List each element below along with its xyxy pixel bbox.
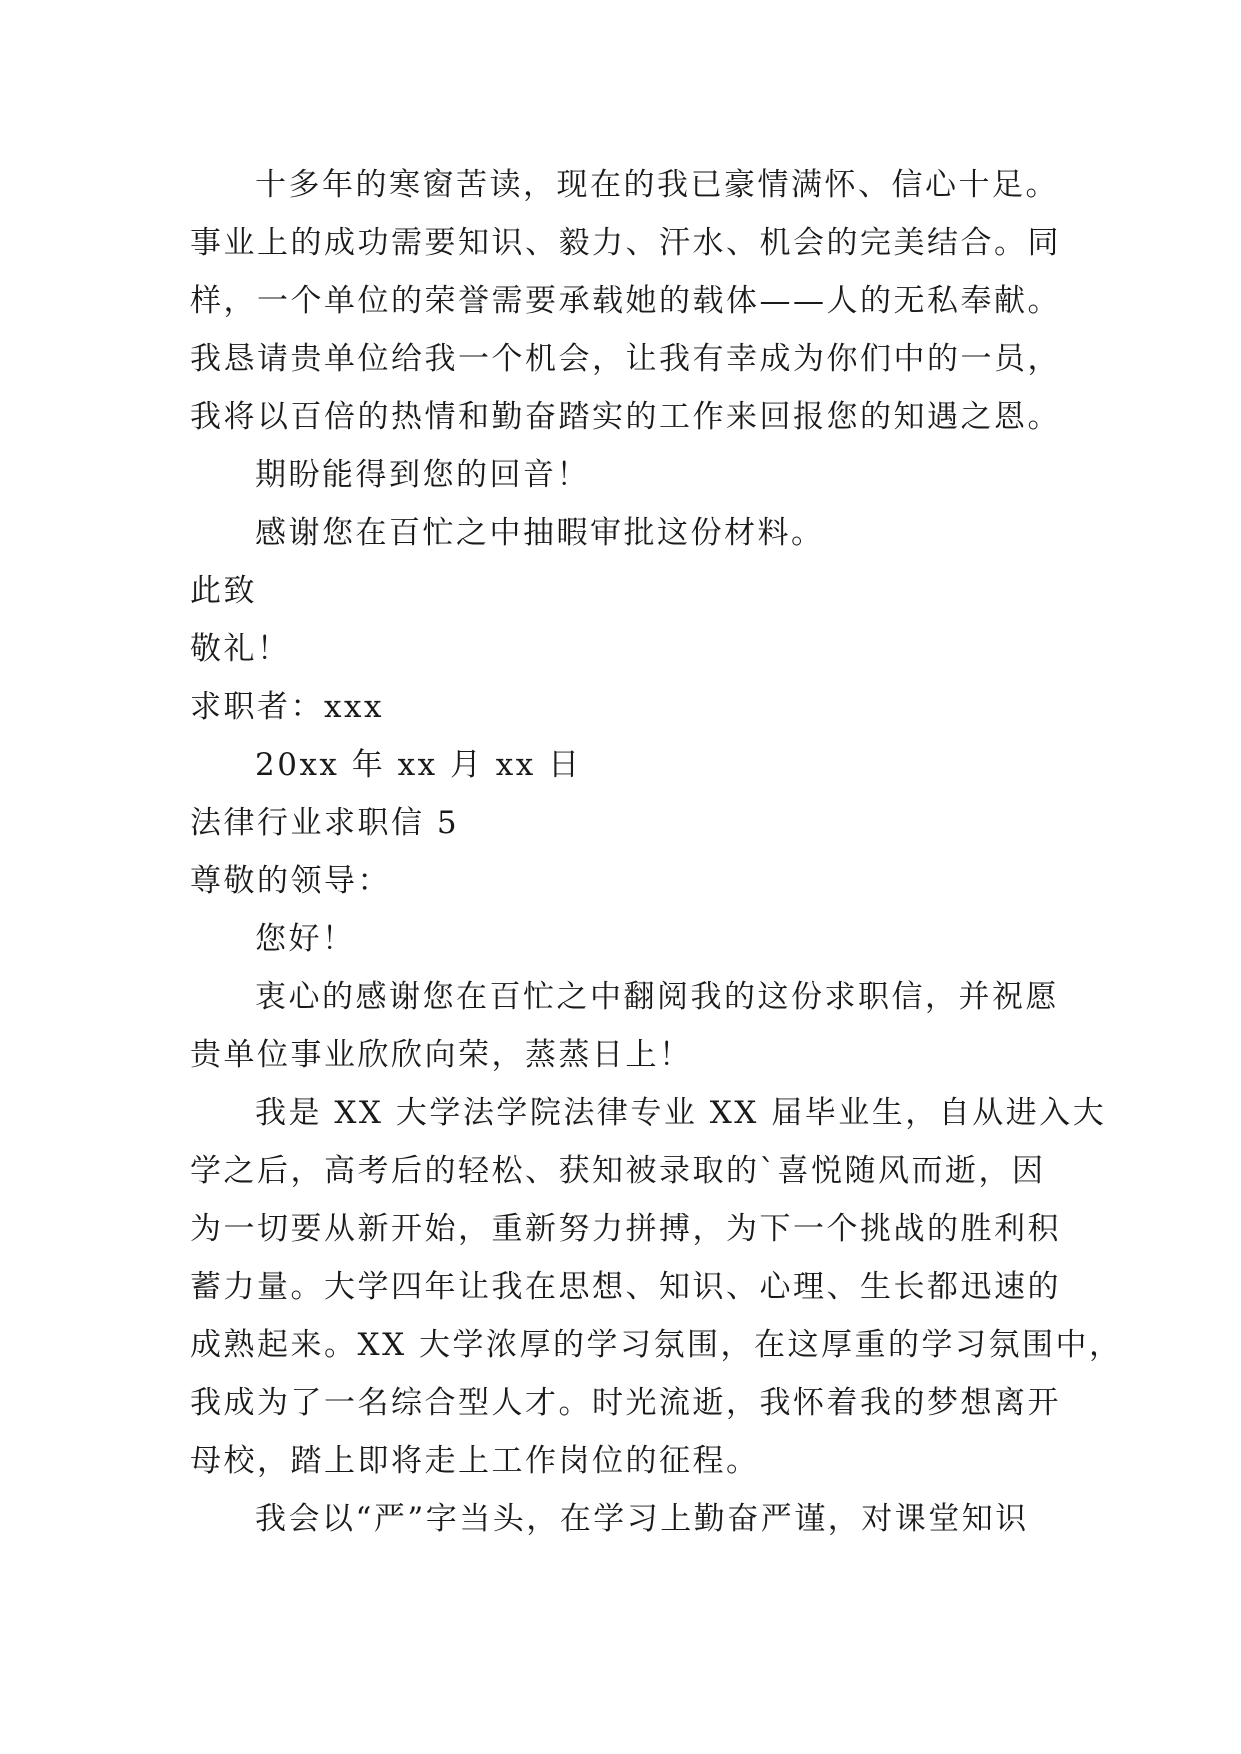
text-line: 我成为了一名综合型人才。时光流逝，我怀着我的梦想离开 [190, 1385, 1061, 1421]
text-line: 您好！ [255, 921, 356, 957]
text-line: 我恳请贵单位给我一个机会，让我有幸成为你们中的一员， [190, 341, 1061, 377]
closing-salutation: 此致 [190, 573, 257, 609]
signature-line: 求职者：xxx [190, 689, 384, 725]
date-line: 20xx 年 xx 月 xx 日 [255, 747, 582, 783]
greeting-line: 尊敬的领导： [190, 863, 391, 899]
text-line: 我会以“严”字当头，在学习上勤奋严谨，对课堂知识 [255, 1501, 1029, 1537]
text-line: 样，一个单位的荣誉需要承载她的载体——人的无私奉献。 [190, 283, 1061, 319]
text-line: 事业上的成功需要知识、毅力、汗水、机会的完美结合。同 [190, 225, 1061, 261]
text-line: 贵单位事业欣欣向荣，蒸蒸日上！ [190, 1037, 693, 1073]
text-line: 为一切要从新开始，重新努力拼搏，为下一个挑战的胜利积 [190, 1211, 1061, 1247]
text-line: 我将以百倍的热情和勤奋踏实的工作来回报您的知遇之恩。 [190, 399, 1061, 435]
text-line: 感谢您在百忙之中抽暇审批这份材料。 [255, 515, 825, 551]
text-line: 成熟起来。XX 大学浓厚的学习氛围，在这厚重的学习氛围中， [190, 1327, 1123, 1363]
text-line: 期盼能得到您的回音！ [255, 457, 590, 493]
section-title: 法律行业求职信 5 [190, 805, 460, 841]
text-line: 蓄力量。大学四年让我在思想、知识、心理、生长都迅速的 [190, 1269, 1061, 1305]
text-line: 衷心的感谢您在百忙之中翻阅我的这份求职信，并祝愿 [255, 979, 1059, 1015]
closing-regards: 敬礼！ [190, 631, 291, 667]
text-line: 母校，踏上即将走上工作岗位的征程。 [190, 1443, 760, 1479]
text-line: 我是 XX 大学法学院法律专业 XX 届毕业生，自从进入大 [255, 1095, 1107, 1131]
text-line: 十多年的寒窗苦读，现在的我已豪情满怀、信心十足。 [255, 167, 1059, 203]
text-line: 学之后，高考后的轻松、获知被录取的`喜悦随风而逝，因 [190, 1153, 1046, 1189]
